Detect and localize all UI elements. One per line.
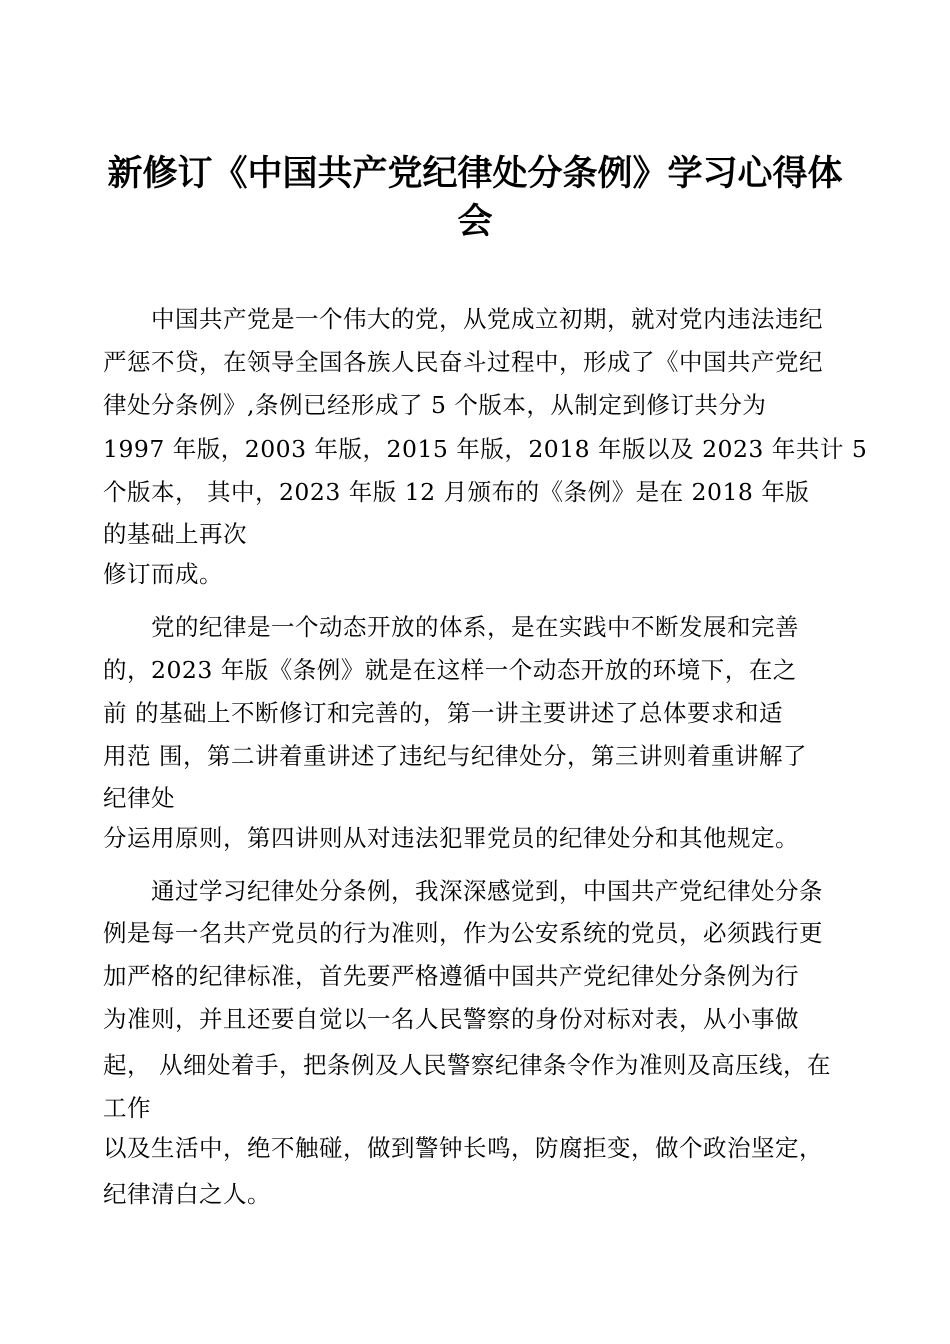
paragraph-line: 以及生活中，绝不触碰，做到警钟长鸣，防腐拒变，做个政治坚定， bbox=[103, 1134, 823, 1162]
paragraph-line: 律处分条例》,条例已经形成了 5 个版本，从制定到修订共分为 bbox=[103, 391, 767, 419]
paragraph-line: 为准则，并且还要自觉以一名人民警察的身份对标对表，从小事做 bbox=[103, 1005, 799, 1033]
paragraph-line: 起， 从细处着手，把条例及人民警察纪律条令作为准则及高压线，在 bbox=[103, 1051, 831, 1079]
paragraph-line: 1997 年版，2003 年版，2015 年版，2018 年版以及 2023 年共计 5 bbox=[103, 435, 868, 463]
paragraph-line: 加严格的纪律标准，首先要严格遵循中国共产党纪律处分条例为行 bbox=[103, 962, 799, 990]
paragraph-line: 中国共产党是一个伟大的党，从党成立初期，就对党内违法违纪 bbox=[103, 305, 823, 333]
title-line-1: 新修订《中国共产党纪律处分条例》学习心得体 bbox=[107, 154, 843, 194]
paragraph-line: 纪律处 bbox=[103, 784, 175, 812]
paragraph-line: 纪律清白之人。 bbox=[103, 1180, 271, 1208]
paragraph-line: 分运用原则，第四讲则从对违法犯罪党员的纪律处分和其他规定。 bbox=[103, 824, 799, 852]
paragraph-line: 工作 bbox=[103, 1094, 151, 1122]
paragraph-line: 严惩不贷，在领导全国各族人民奋斗过程中，形成了《中国共产党纪 bbox=[103, 348, 823, 376]
title-line-2: 会 bbox=[457, 202, 493, 242]
document-title bbox=[60, 150, 890, 246]
paragraph-line: 修订而成。 bbox=[103, 560, 223, 588]
paragraph-line: 前 的基础上不断修订和完善的，第一讲主要讲述了总体要求和适 bbox=[103, 699, 783, 727]
paragraph-line: 例是每一名共产党员的行为准则，作为公安系统的党员，必须践行更 bbox=[103, 919, 823, 947]
paragraph-line: 用范 围，第二讲着重讲述了违纪与纪律处分，第三讲则着重讲解了 bbox=[103, 742, 807, 770]
paragraph-line: 的，2023 年版《条例》就是在这样一个动态开放的环境下，在之 bbox=[103, 656, 797, 684]
paragraph-line: 的基础上再次 bbox=[103, 520, 247, 548]
paragraph-line: 个版本， 其中，2023 年版 12 月颁布的《条例》是在 2018 年版 bbox=[103, 478, 810, 506]
paragraph-line: 党的纪律是一个动态开放的体系，是在实践中不断发展和完善 bbox=[103, 613, 799, 641]
paragraph-line: 通过学习纪律处分条例，我深深感觉到，中国共产党纪律处分条 bbox=[103, 877, 823, 905]
